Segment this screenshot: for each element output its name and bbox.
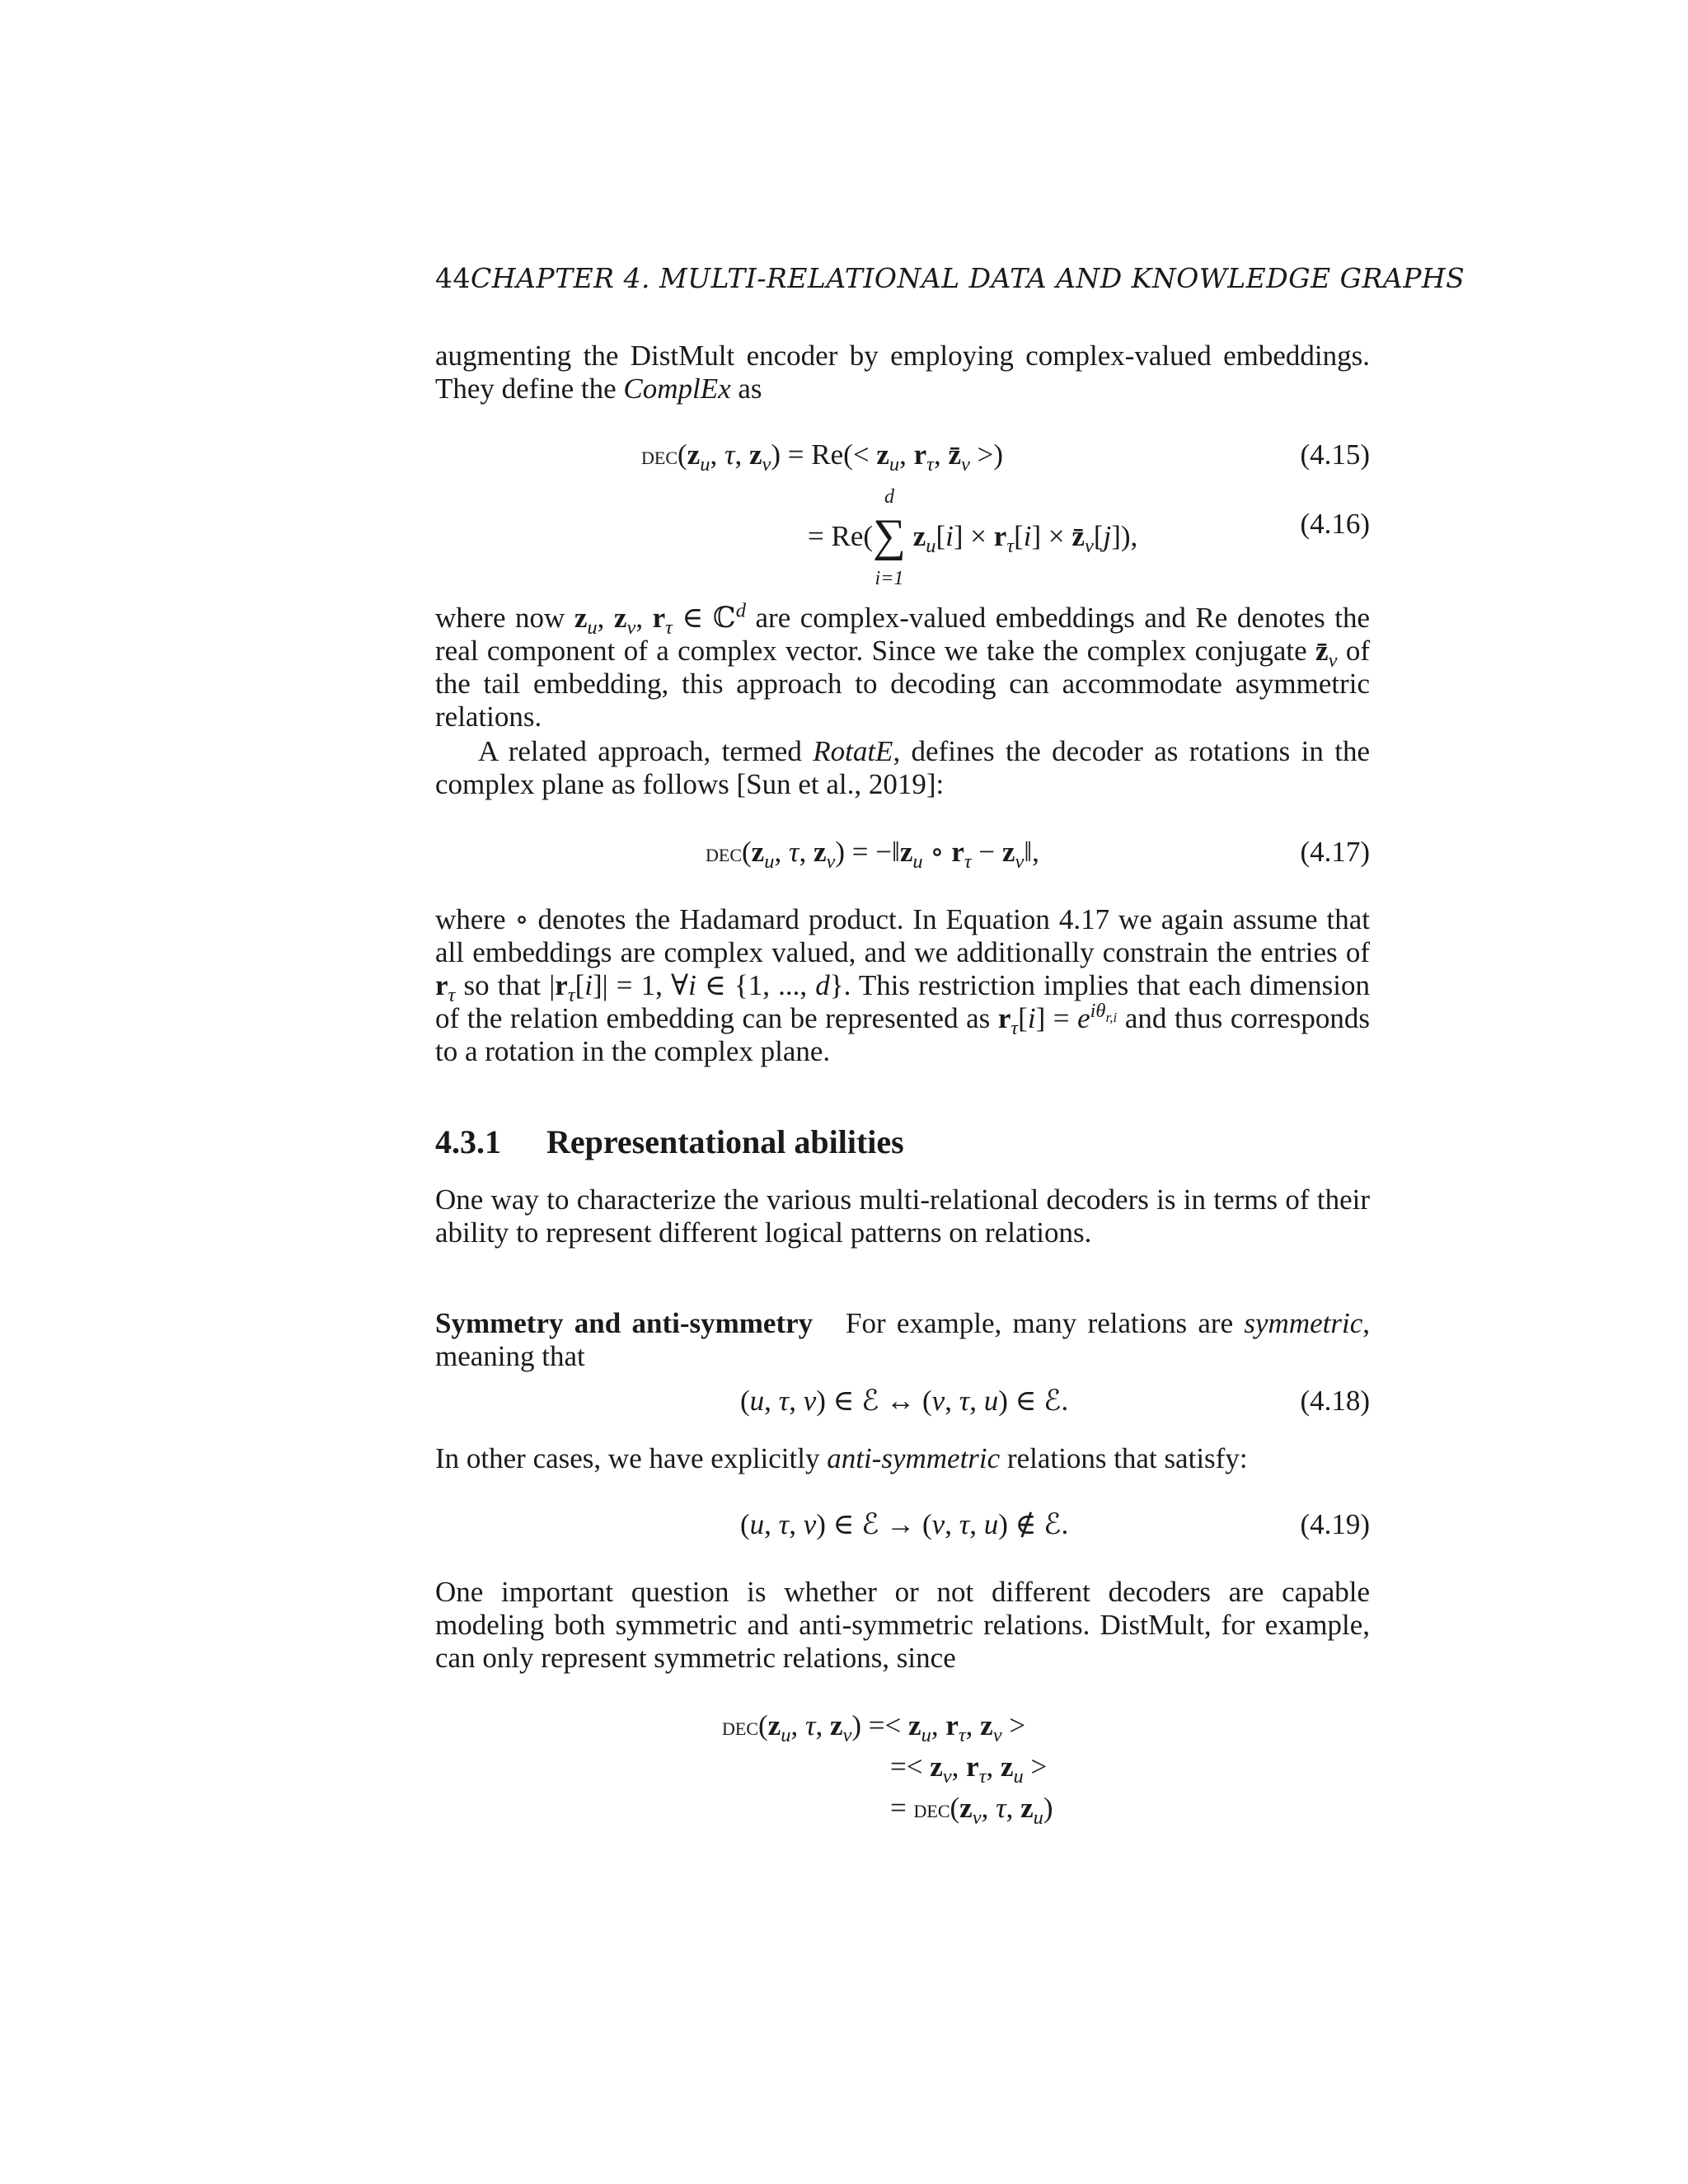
section-title: Representational abilities <box>546 1123 904 1160</box>
paragraph-complex-intro: augmenting the DistMult encoder by employing complex-valued embeddings. They define the ComplEx as <box>435 340 1370 405</box>
paragraph-complex-explained: where now $z_u$, $z_v$, $r_\tau$ ∈ ℂ$^d$ are complex-valued embeddings and Re denotes the real component of a complex vector. Since we take the complex conjugate $z̄_v$ of the tail embedding, this approach to decoding can accommodate asymmetric relations. <box>435 599 1371 733</box>
equation-number-4-17: (4.17) <box>1300 836 1370 868</box>
equation-distmult-line2: =< $z_v$, $r_\tau$, $z_u$ > <box>890 1750 1048 1788</box>
paragraph-symmetry: Symmetry and anti-symmetry For example, many relations are symmetric, meaning that <box>435 1307 1370 1372</box>
equation-number-4-16: (4.16) <box>1300 508 1370 540</box>
equation-4-19: (u, τ, v) ∈ ℰ → (v, τ, u) ∉ ℰ. <box>740 1508 1069 1540</box>
equation-4-16: = Re( d ∑ i=1 $z_u[i] \times r_\tau[i]$ × $z̄_v[j]$), <box>808 486 1138 589</box>
sum-upper-limit: d <box>884 486 894 508</box>
section-number: 4.3.1 <box>435 1123 501 1160</box>
paragraph-rotate-intro: A related approach, termed RotatE, defines the decoder as rotations in the complex plane as follows [Sun et al., 2019]: <box>435 735 1370 800</box>
paragraph-rotate-explained: where ∘ denotes the Hadamard product. In Equation 4.17 we again assume that all embeddings are complex valued, and we additionally constrain the entries of $r_\tau$ so that $|r_\tau[i]| = 1$, ∀i ∈ {1, ..., d}. This restriction implies that each dimension of the relation embedding can be represented as $r_\tau[i] = e^{i\theta_{r,i}}$ and thus corresponds to a rotation in the complex plane. <box>435 903 1370 1067</box>
paragraph-distmult-symmetric: One important question is whether or not different decoders are capable modeling both symmetric and anti-symmetric relations. DistMult, for example, can only represent symmetric relations, since <box>435 1576 1370 1674</box>
equation-number-4-18: (4.18) <box>1300 1385 1370 1417</box>
equation-number-4-15: (4.15) <box>1300 438 1370 471</box>
paragraph-representational: One way to characterize the various multi-relational decoders is in terms of their ability to represent different logical patterns on relations. <box>435 1183 1370 1249</box>
paragraph-antisymmetric: In other cases, we have explicitly anti-symmetric relations that satisfy: <box>435 1442 1248 1474</box>
equation-4-15: $dec(z_u$, τ, $z_v) = Re(< z_u$, $r_\tau$, $z̄_v$ >) <box>641 438 1004 476</box>
equation-distmult-line1: $dec(z_u$, τ, $z_v) =< z_u$, $r_\tau$, $z_v$ > <box>722 1709 1026 1746</box>
equation-4-17: $dec(z_u$, τ, $z_v$) = $-‖z_u$ ∘ $r_\tau$ − $z_v‖$, <box>706 836 1039 873</box>
page-number: 44 <box>435 262 471 294</box>
equation-distmult-line3: = $dec(z_v$, τ, $z_u$) <box>890 1792 1053 1829</box>
section-heading <box>435 1122 904 1161</box>
running-header <box>435 262 1465 294</box>
chapter-title: CHAPTER 4. MULTI-RELATIONAL DATA AND KNOWLEDGE GRAPHS <box>471 262 1465 294</box>
equation-4-18: (u, τ, v) ∈ ℰ ↔ (v, τ, u) ∈ ℰ. <box>740 1385 1069 1417</box>
paragraph-heading-symmetry: Symmetry and anti-symmetry <box>435 1307 814 1339</box>
sum-lower-limit: i=1 <box>874 568 904 589</box>
equation-number-4-19: (4.19) <box>1300 1508 1370 1540</box>
